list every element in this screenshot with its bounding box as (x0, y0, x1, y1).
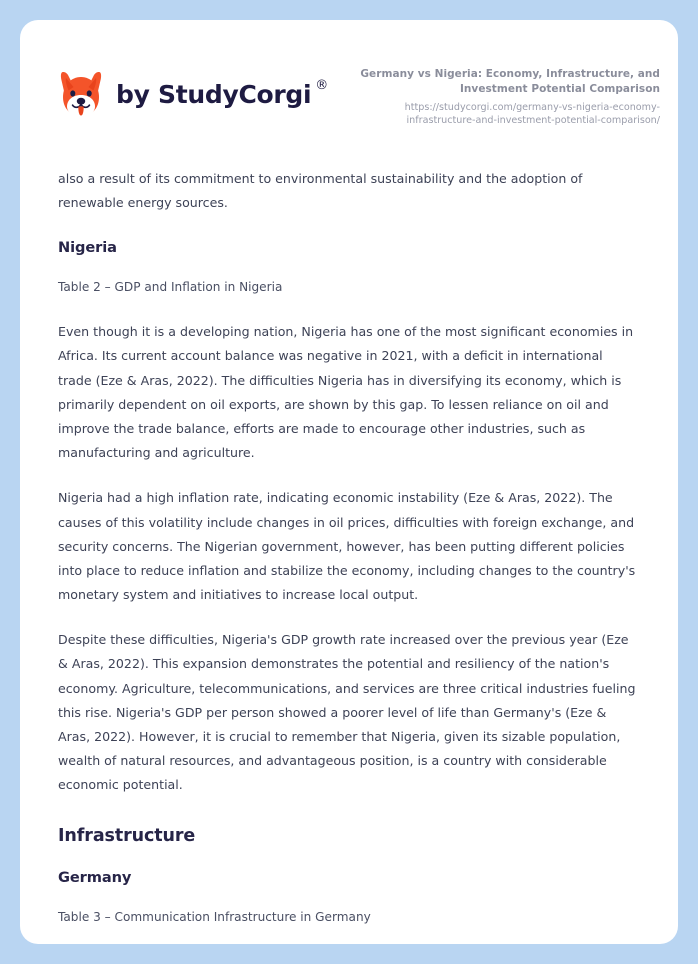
paragraph-nigeria-inflation: Nigeria had a high inflation rate, indicating economic instability (Eze & Aras, 2022). The causes of this volatility include changes in oil prices, difficulties with foreign exchange, and security concerns. The Nigerian government, however, has been putting different policies into place to reduce inflation and stabilize the economy, including changes to the country's monetary system and initiatives to increase local output. (58, 490, 636, 603)
brand-wordmark-text: by StudyCorgi (116, 79, 312, 109)
registered-trademark-icon: ® (315, 77, 328, 93)
caption-table-3: Table 3 – Communication Infrastructure in Germany (58, 910, 371, 925)
brand-wordmark (116, 77, 328, 109)
header-meta (350, 65, 660, 128)
paragraph-nigeria-economy: Even though it is a developing nation, Nigeria has one of the most significant economies in Africa. Its current account balance was negative in 2021, with a deficit in international trade (Eze & Aras, 2022). The difficulties Nigeria has in diversifying its economy, which is primarily dependent on oil exports, are shown by this gap. To lessen reliance on oil and improve the trade balance, efforts are made to encourage other industries, such as manufacturing and agriculture. (58, 324, 634, 461)
document-body (20, 167, 678, 929)
corgi-face-logo-icon (58, 69, 104, 119)
heading-infrastructure: Infrastructure (58, 826, 196, 847)
heading-nigeria: Nigeria (58, 239, 117, 257)
caption-table-2: Table 2 – GDP and Inflation in Nigeria (58, 280, 283, 295)
document-source-url[interactable]: https://studycorgi.com/germany-vs-nigeria-economy-infrastructure-and-investment-potential-comparison/ (404, 101, 660, 127)
paragraph-nigeria-gdp-growth: Despite these difficulties, Nigeria's GDP growth rate increased over the previous year (Eze & Aras, 2022). This expansion demonstrates the potential and resiliency of the nation's economy. Agriculture, telecommunications, and services are three critical industries fueling this rise. Nigeria's GDP per person showed a poorer level of life than Germany's (Eze & Aras, 2022). However, it is crucial to remember that Nigeria, given its sizable population, wealth of natural resources, and advantageous position, is a country with considerable economic potential. (58, 632, 636, 793)
document-page-card (20, 20, 678, 944)
document-header (20, 20, 678, 128)
brand-lockup (58, 65, 328, 119)
document-title: Germany vs Nigeria: Economy, Infrastructure, and Investment Potential Comparison (360, 68, 660, 95)
heading-germany: Germany (58, 869, 132, 887)
paragraph-intro-continuation: also a result of its commitment to environmental sustainability and the adoption of renewable energy sources. (58, 171, 583, 211)
